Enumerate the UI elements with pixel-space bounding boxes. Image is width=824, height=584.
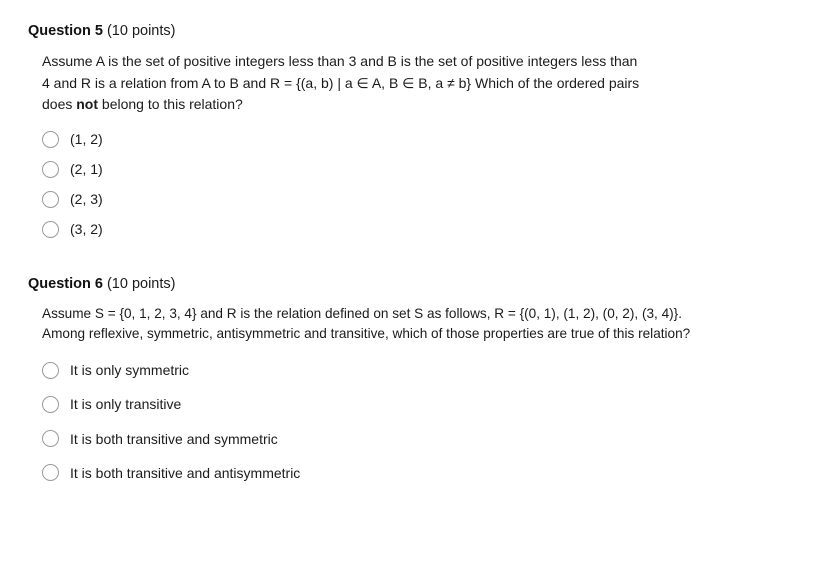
option-label: (2, 3) — [70, 191, 103, 208]
question-5-text-lead: Assume A is the set of positive integers less than 3 and B is the set of positive integers less than 4 and R is a relation from A to B and R = {(a, b) | a ∈ A, B ∈ B, a ≠ b} Which of the ordered pairs does — [42, 52, 640, 113]
question-5-heading — [28, 22, 800, 41]
option-row[interactable] — [24, 395, 800, 413]
option-label: It is only symmetric — [70, 362, 190, 379]
radio-button-icon[interactable] — [42, 191, 59, 208]
question-block-5 — [24, 22, 800, 239]
radio-button-icon[interactable] — [42, 464, 59, 481]
radio-button-icon[interactable] — [42, 161, 59, 178]
question-6-heading — [28, 275, 800, 294]
question-6-points: (10 points) — [106, 275, 176, 292]
option-row[interactable] — [24, 430, 800, 448]
question-5-points: (10 points) — [106, 23, 176, 39]
option-label: (1, 2) — [70, 130, 103, 147]
radio-button-icon[interactable] — [42, 396, 59, 413]
option-row[interactable] — [24, 190, 800, 208]
option-label: It is both transitive and antisymmetric — [70, 464, 301, 481]
section-spacer — [24, 251, 800, 269]
question-5-text-emphasis: not — [76, 96, 99, 113]
question-6-title: Question 6 — [28, 275, 103, 292]
option-row[interactable] — [24, 220, 800, 238]
option-label: (2, 1) — [70, 161, 103, 178]
question-6-options — [24, 361, 800, 482]
option-label: (3, 2) — [70, 221, 103, 238]
option-label: It is both transitive and symmetric — [70, 430, 278, 447]
radio-button-icon[interactable] — [42, 221, 59, 238]
option-row[interactable] — [24, 130, 800, 148]
option-row[interactable] — [24, 361, 800, 379]
radio-button-icon[interactable] — [42, 131, 59, 148]
question-block-6 — [24, 275, 800, 482]
question-5-text-tail: belong to this relation? — [98, 96, 243, 113]
question-6-text: Assume S = {0, 1, 2, 3, 4} and R is the relation defined on set S as follows, R = {(0, 1), (1, 2), (0, 2), (3, 4)}. Among reflexive, symmetric, antisymmetric and transitive, which of those properties are true of this relation? — [42, 305, 691, 341]
option-label: It is only transitive — [70, 396, 182, 413]
question-5-title: Question 5 — [28, 23, 103, 39]
option-row[interactable] — [24, 160, 800, 178]
radio-button-icon[interactable] — [42, 362, 59, 379]
radio-button-icon[interactable] — [42, 430, 59, 447]
option-row[interactable] — [24, 464, 800, 482]
question-5-text — [24, 51, 642, 116]
question-5-options — [24, 130, 800, 239]
